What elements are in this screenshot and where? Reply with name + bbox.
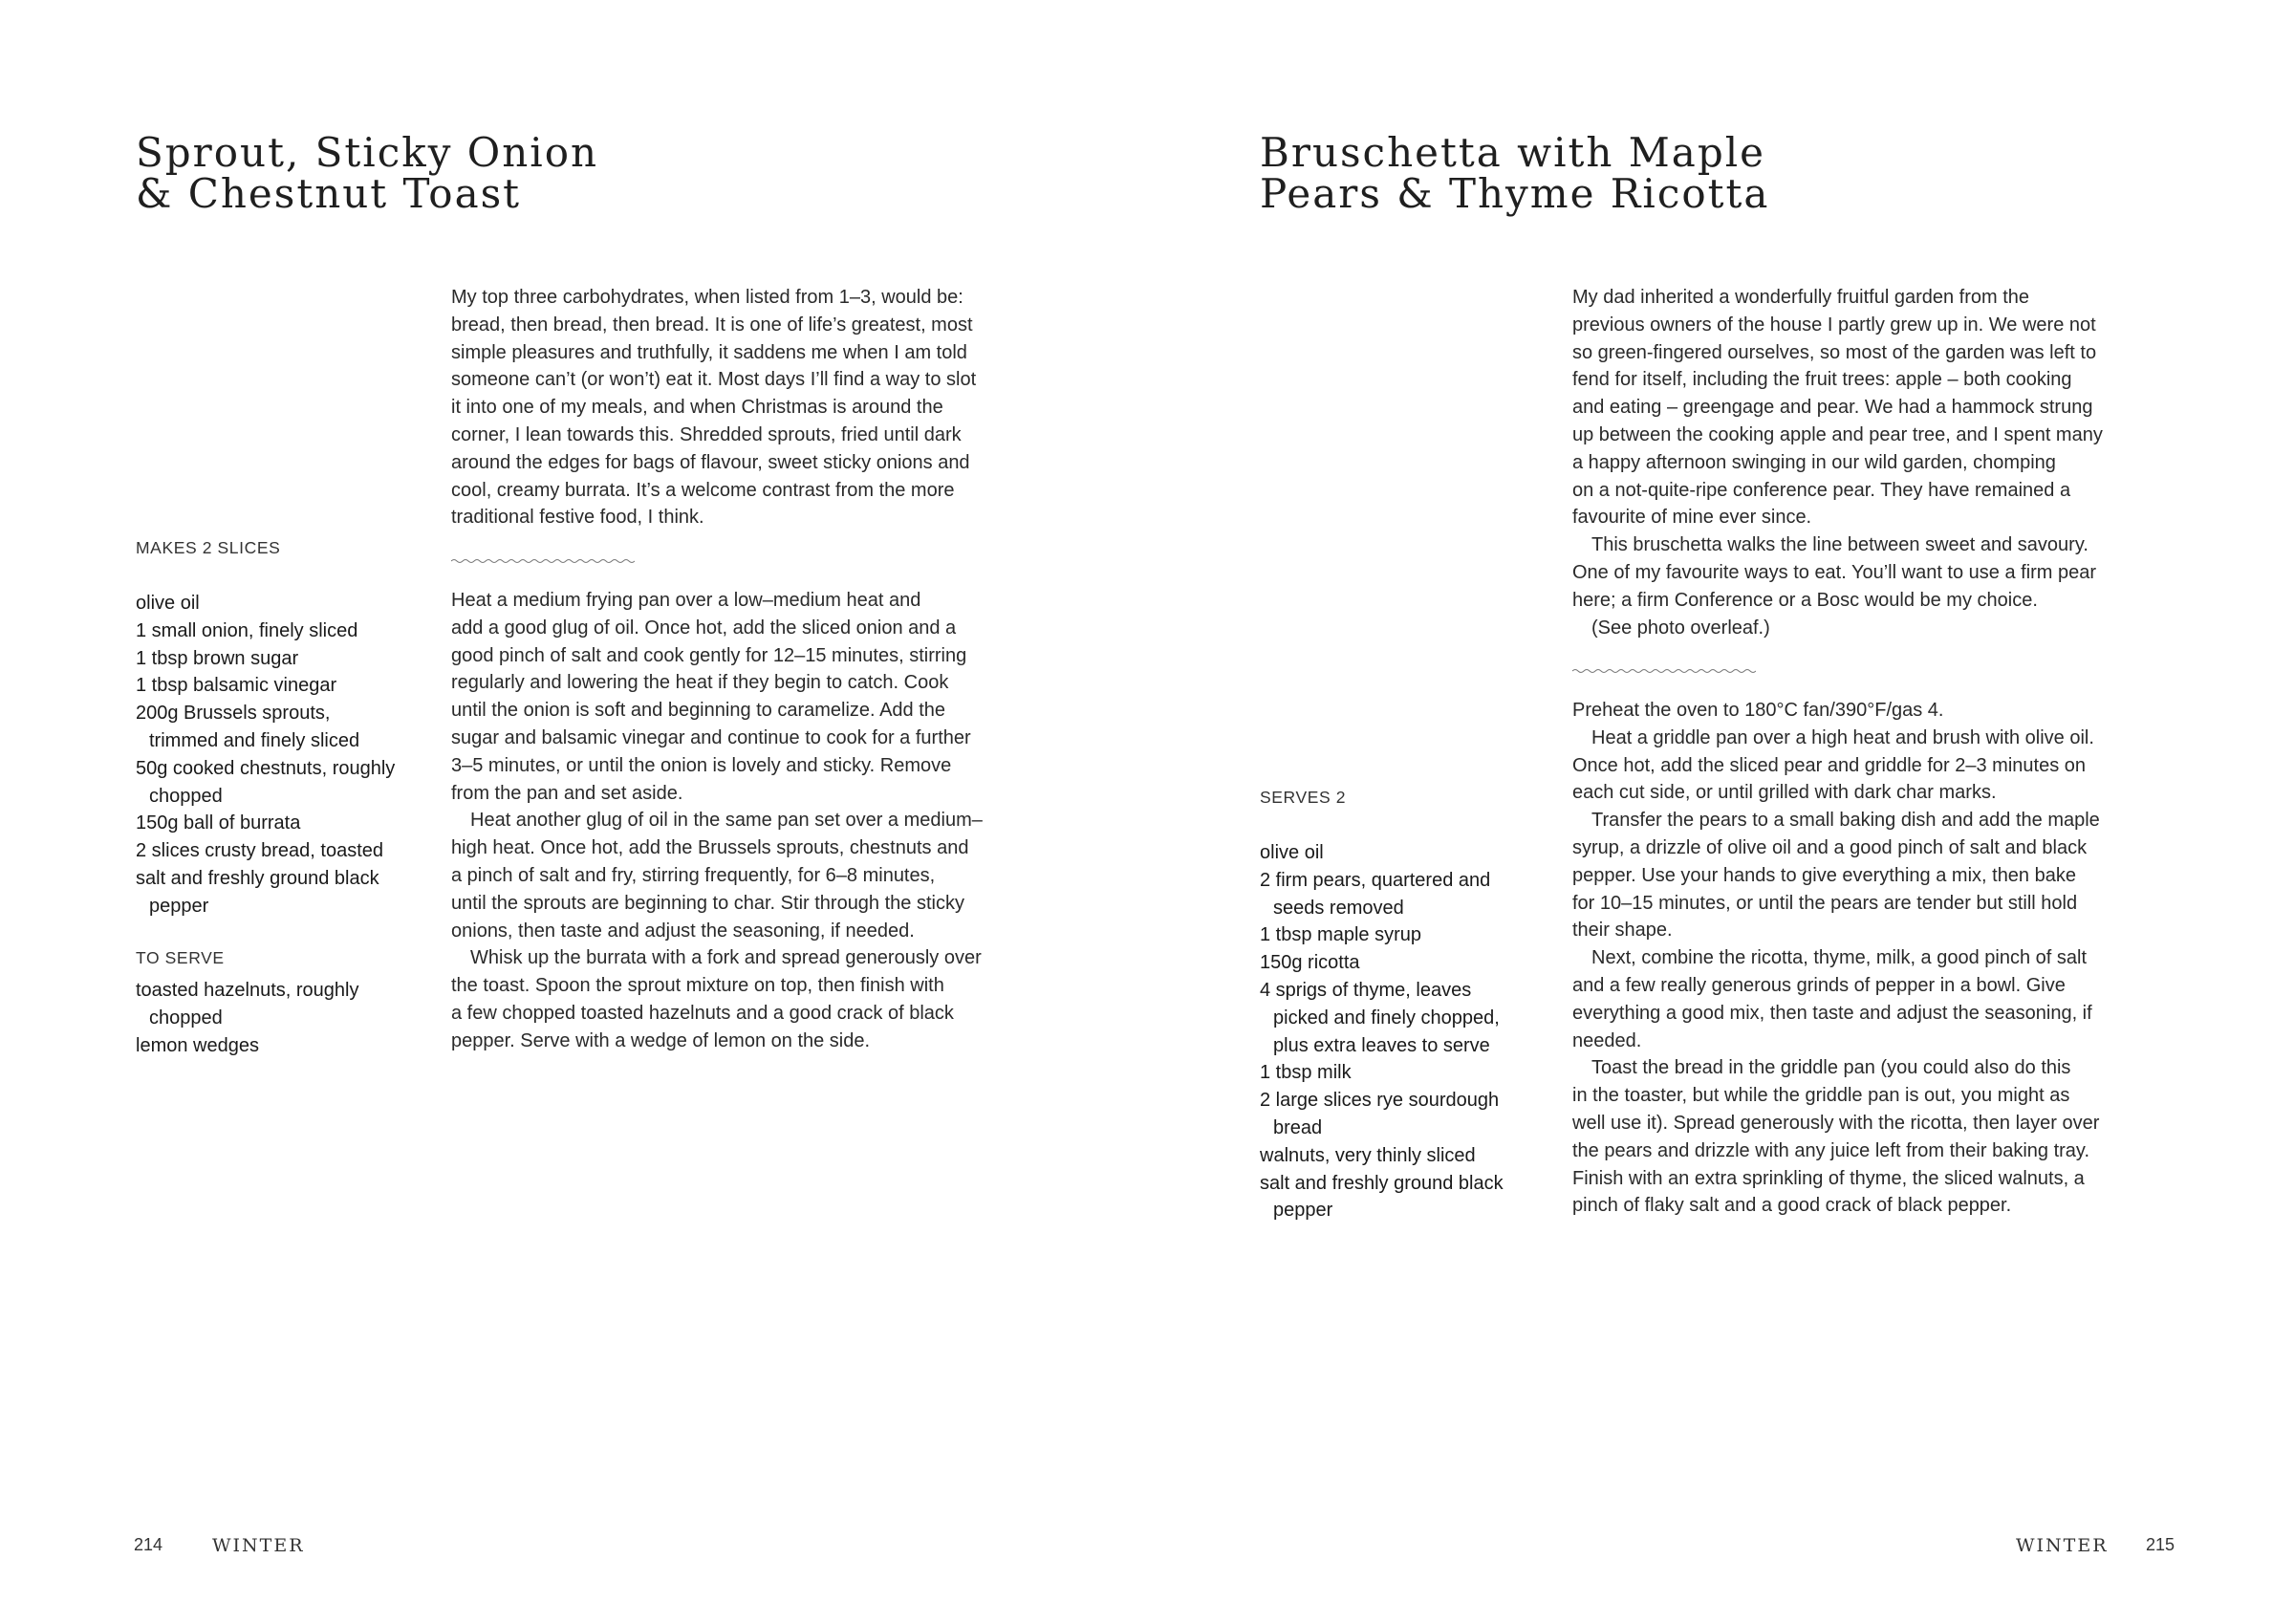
method-line: onions, then taste and adjust the seasoning, if needed.	[451, 920, 915, 942]
ingredient-line: salt and freshly ground black	[1260, 1172, 1504, 1194]
intro-line: around the edges for bags of flavour, sweet sticky onions and	[451, 451, 970, 473]
recipe-yield: MAKES 2 SLICES	[136, 538, 281, 557]
recipe-intro	[1572, 284, 2203, 641]
method-line: sugar and balsamic vinegar and continue to cook for a further	[451, 726, 971, 748]
method-line: in the toaster, but while the griddle pan is out, you might as	[1572, 1085, 2070, 1107]
ingredient-line: 200g Brussels sprouts,	[136, 703, 331, 725]
recipe-yield: SERVES 2	[1260, 788, 1347, 807]
method-paragraph	[451, 807, 1063, 944]
method-line: pepper. Use your hands to give everything a mix, then bake	[1572, 864, 2076, 886]
method-line: the toast. Spoon the sprout mixture on top, then finish with	[451, 975, 944, 997]
page-number: 215	[2146, 1535, 2175, 1554]
ingredient-line: plus extra leaves to serve	[1273, 1034, 1490, 1056]
method-line: from the pan and set aside.	[451, 782, 683, 804]
intro-line: on a not-quite-ripe conference pear. They have remained a	[1572, 479, 2071, 501]
method-line: until the onion is soft and beginning to caramelize. Add the	[451, 700, 946, 722]
ingredient-line: 1 tbsp milk	[1260, 1062, 1352, 1084]
method-line: Whisk up the burrata with a fork and spread generously over	[470, 947, 982, 969]
method-paragraph	[1572, 1054, 2203, 1220]
method-line: each cut side, or until grilled with dark char marks.	[1572, 782, 1997, 804]
ingredient-line: 2 firm pears, quartered and	[1260, 869, 1491, 891]
title-line: Bruschetta with Maple	[1260, 129, 1765, 176]
ingredient-line: chopped	[149, 785, 223, 807]
method-paragraph	[1572, 944, 2203, 1054]
method-line: Transfer the pears to a small baking dish and add the maple	[1591, 810, 2100, 832]
wavy-divider	[1572, 666, 1756, 676]
title-line: & Chestnut Toast	[136, 170, 522, 217]
method-line: Finish with an extra sprinkling of thyme, the sliced walnuts, a	[1572, 1167, 2085, 1189]
method-line: pepper. Serve with a wedge of lemon on the side.	[451, 1029, 871, 1051]
to-serve-list	[136, 977, 442, 1059]
method-line: for 10–15 minutes, or until the pears are tender but still hold	[1572, 892, 2078, 914]
to-serve-line: chopped	[149, 1007, 223, 1029]
recipe-method	[451, 587, 1063, 1055]
ingredient-line: 1 tbsp maple syrup	[1260, 924, 1421, 946]
method-paragraph	[451, 587, 1063, 807]
method-line: and a few really generous grinds of pepper in a bowl. Give	[1572, 974, 2066, 996]
recipe-method	[1572, 697, 2203, 1220]
ingredient-line: seeds removed	[1273, 897, 1404, 919]
intro-line: traditional festive food, I think.	[451, 507, 704, 529]
method-line: a pinch of salt and fry, stirring frequently, for 6–8 minutes,	[451, 864, 936, 886]
ingredient-line: 1 tbsp balsamic vinegar	[136, 675, 337, 697]
intro-line: My top three carbohydrates, when listed from 1–3, would be:	[451, 287, 963, 308]
method-line: pinch of flaky salt and a good crack of black pepper.	[1572, 1195, 2012, 1217]
intro-line: up between the cooking apple and pear tree, and I spent many	[1572, 423, 2103, 445]
ingredient-line: salt and freshly ground black	[136, 867, 379, 889]
intro-line: favourite of mine ever since.	[1572, 507, 1812, 529]
ingredient-list	[136, 590, 442, 920]
intro-line: corner, I lean towards this. Shredded sprouts, fried until dark	[451, 423, 962, 445]
recipe-title	[136, 129, 599, 217]
intro-line: someone can’t (or won’t) eat it. Most days I’ll find a way to slot	[451, 369, 977, 391]
ingredient-line: pepper	[149, 895, 209, 917]
ingredient-line: 50g cooked chestnuts, roughly	[136, 757, 396, 779]
ingredient-line: 1 small onion, finely sliced	[136, 619, 358, 641]
ingredient-line: bread	[1273, 1116, 1323, 1138]
ingredient-line: olive oil	[136, 593, 200, 614]
method-line: add a good glug of oil. Once hot, add the sliced onion and a	[451, 617, 957, 639]
intro-line: previous owners of the house I partly grew up in. We were not	[1572, 314, 2096, 336]
ingredient-line: trimmed and finely sliced	[149, 729, 360, 751]
method-line: syrup, a drizzle of olive oil and a good pinch of salt and black	[1572, 836, 2088, 858]
method-line: 3–5 minutes, or until the onion is lovely and sticky. Remove	[451, 754, 952, 776]
method-line: regularly and lowering the heat if they begin to catch. Cook	[451, 672, 949, 694]
method-line: Once hot, add the sliced pear and griddle for 2–3 minutes on	[1572, 754, 2087, 776]
method-line: Heat a medium frying pan over a low–medium heat and	[451, 590, 921, 611]
intro-line: so green-fingered ourselves, so most of the garden was left to	[1572, 341, 2097, 363]
to-serve-line: lemon wedges	[136, 1034, 259, 1056]
method-line: Next, combine the ricotta, thyme, milk, a good pinch of salt	[1591, 947, 2088, 969]
intro-line: This bruschetta walks the line between sweet and savoury.	[1591, 534, 2088, 556]
method-line: Heat another glug of oil in the same pan set over a medium–	[470, 810, 983, 832]
method-paragraph	[1572, 725, 2203, 807]
intro-line: (See photo overleaf.)	[1591, 617, 1770, 639]
ingredient-line: 2 slices crusty bread, toasted	[136, 840, 384, 862]
ingredient-line: 2 large slices rye sourdough	[1260, 1090, 1500, 1112]
method-paragraph	[1572, 807, 2203, 944]
ingredient-line: pepper	[1273, 1200, 1333, 1222]
title-line: Pears & Thyme Ricotta	[1260, 170, 1770, 217]
ingredient-line: 1 tbsp brown sugar	[136, 647, 299, 669]
intro-line: and eating – greengage and pear. We had a hammock strung	[1572, 397, 2093, 419]
intro-line: One of my favourite ways to eat. You’ll want to use a firm pear	[1572, 561, 2097, 583]
recipe-intro	[451, 284, 1063, 531]
intro-line: simple pleasures and truthfully, it saddens me when I am told	[451, 341, 967, 363]
intro-line: bread, then bread, then bread. It is one of life’s greatest, most	[451, 314, 973, 336]
intro-paragraph	[1572, 615, 2203, 642]
method-line: Heat a griddle pan over a high heat and brush with olive oil.	[1591, 726, 2094, 748]
method-line: their shape.	[1572, 920, 1673, 942]
right-page	[1147, 0, 2294, 1624]
method-line: well use it). Spread generously with the ricotta, then layer over	[1572, 1112, 2100, 1134]
intro-line: it into one of my meals, and when Christmas is around the	[451, 397, 943, 419]
page-number: 214	[134, 1535, 163, 1554]
to-serve-line: toasted hazelnuts, roughly	[136, 980, 359, 1001]
method-line: a few chopped toasted hazelnuts and a good crack of black	[451, 1002, 954, 1024]
method-line: Toast the bread in the griddle pan (you could also do this	[1591, 1057, 2071, 1079]
method-paragraph	[451, 944, 1063, 1054]
intro-paragraph	[1572, 531, 2203, 614]
title-line: Sprout, Sticky Onion	[136, 129, 599, 176]
ingredient-list	[1260, 839, 1547, 1224]
method-paragraph	[1572, 697, 2203, 725]
method-line: good pinch of salt and cook gently for 12–15 minutes, stirring	[451, 644, 967, 666]
method-line: needed.	[1572, 1029, 1642, 1051]
intro-line: cool, creamy burrata. It’s a welcome contrast from the more	[451, 479, 955, 501]
intro-line: fend for itself, including the fruit trees: apple – both cooking	[1572, 369, 2072, 391]
method-line: Preheat the oven to 180°C fan/390°F/gas 4.	[1572, 700, 1944, 721]
intro-line: a happy afternoon swinging in our wild garden, chomping	[1572, 451, 2056, 473]
ingredient-line: picked and finely chopped,	[1273, 1007, 1500, 1029]
ingredient-line: olive oil	[1260, 842, 1324, 863]
method-line: high heat. Once hot, add the Brussels sprouts, chestnuts and	[451, 837, 969, 859]
intro-line: here; a firm Conference or a Bosc would be my choice.	[1572, 589, 2038, 611]
method-line: everything a good mix, then taste and adjust the seasoning, if	[1572, 1002, 2092, 1024]
ingredient-line: 4 sprigs of thyme, leaves	[1260, 979, 1472, 1001]
method-line: until the sprouts are beginning to char. Stir through the sticky	[451, 892, 964, 914]
ingredient-line: 150g ball of burrata	[136, 812, 301, 834]
intro-paragraph	[1572, 284, 2203, 531]
section-name: WINTER	[2016, 1535, 2109, 1556]
method-line: the pears and drizzle with any juice left from their baking tray.	[1572, 1139, 2089, 1161]
intro-line: My dad inherited a wonderfully fruitful garden from the	[1572, 287, 2030, 308]
wavy-divider	[451, 556, 635, 566]
recipe-title	[1260, 129, 1770, 217]
to-serve-heading: TO SERVE	[136, 948, 225, 967]
ingredient-line: walnuts, very thinly sliced	[1260, 1144, 1476, 1166]
ingredient-line: 150g ricotta	[1260, 952, 1360, 974]
section-name: WINTER	[212, 1535, 305, 1556]
